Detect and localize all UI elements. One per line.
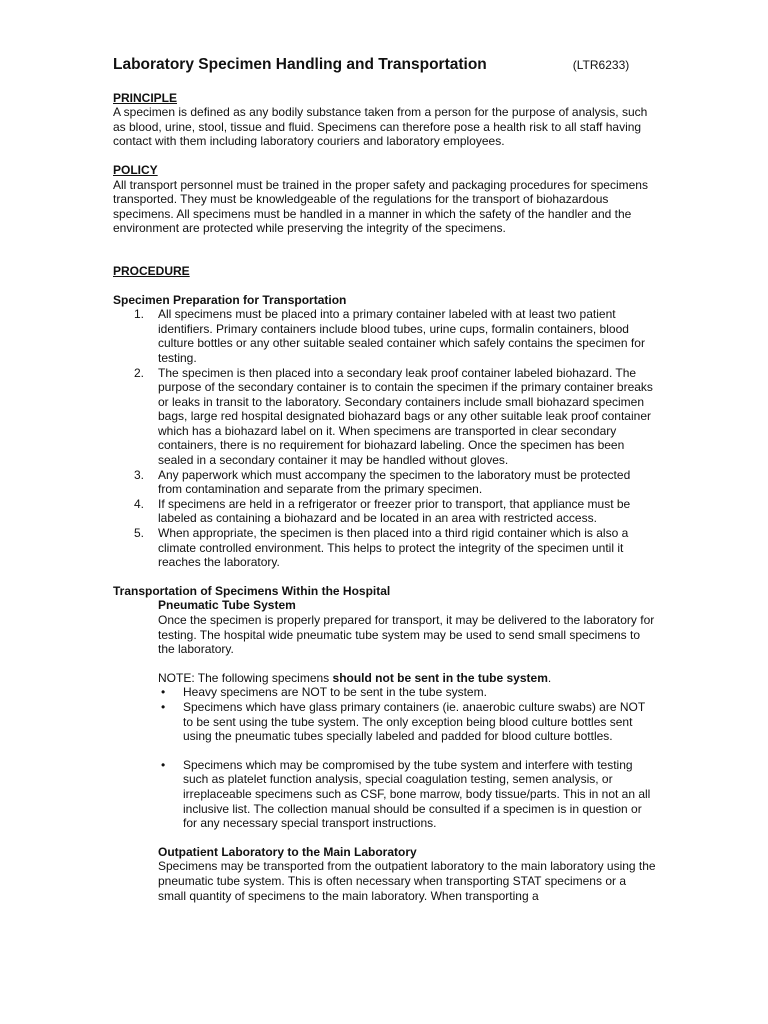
title-row	[113, 58, 656, 73]
list-item	[161, 757, 656, 831]
bullet-icon: •	[161, 757, 166, 772]
principle-heading: PRINCIPLE	[113, 90, 178, 105]
bullet-text: Heavy specimens are NOT to be sent in the tube system.	[183, 685, 487, 700]
procedure-section	[113, 264, 656, 570]
step-text: If specimens are held in a refrigerator or freezer prior to transport, that appliance must be labeled as containing a biohazard and be located in an area with restricted access.	[158, 496, 631, 526]
prep-steps-list	[113, 307, 656, 570]
list-item	[161, 699, 656, 744]
policy-text: All transport personnel must be trained in the proper safety and packaging procedures for specimens transported. They must be knowledgeable of the regulations for the transport of biohazardous specimens. All specimens must be handled in a manner in which the safety of the handler and the environment are protected while preserving the integrity of the specimens.	[113, 177, 648, 236]
list-item	[161, 685, 656, 700]
document-code: (LTR6233)	[572, 58, 630, 72]
tube-exclusions-list	[113, 685, 656, 830]
bullet-text: Specimens which may be compromised by the tube system and interfere with testing such as platelet function analysis, special coagulation testing, semen analysis, or irreplaceable specimens such as CSF, bone marrow, body tissue/parts. This in not an all inclusive list. The collection manual should be consulted if a specimen is in question or for any necessary special transport instructions.	[183, 757, 651, 831]
step-number: 1.	[134, 307, 145, 322]
step-text: The specimen is then placed into a secondary leak proof container labeled biohazard. The purpose of the secondary container is to contain the specimen if the primary container breaks or leaks in transit to the laboratory. Secondary containers include small biohazard specimen bags, large red hospital designated biohazard bags or any other suitable leak proof container which has a biohazard label on it. When specimens are transported in clear secondary containers, there is no requirement for biohazard labeling. Once the specimen has been sealed in a secondary container it may be handled without gloves.	[158, 365, 653, 468]
within-hospital-heading: Transportation of Specimens Within the Hospital	[113, 583, 391, 598]
list-item	[134, 467, 656, 497]
list-item	[134, 496, 656, 526]
outpatient-section	[113, 845, 656, 903]
within-hospital-section	[113, 584, 656, 831]
outpatient-text: Specimens may be transported from the outpatient laboratory to the main laboratory using the pneumatic tube system. This is often necessary when transporting STAT specimens or a small quantity of specimens to the main laboratory. When transporting a	[158, 859, 656, 903]
principle-section	[113, 91, 656, 149]
note-prefix: NOTE: The following specimens	[158, 670, 333, 685]
step-number: 3.	[134, 467, 145, 482]
step-number: 4.	[134, 496, 145, 511]
document-title: Laboratory Specimen Handling and Transportation	[113, 56, 487, 73]
bullet-text: Specimens which have glass primary containers (ie. anaerobic culture swabs) are NOT to be sent using the tube system. The only exception being blood culture bottles sent using the pneumatic tubes specially labeled and padded for blood culture bottles.	[183, 699, 645, 744]
procedure-heading: PROCEDURE	[113, 263, 190, 278]
list-item	[134, 365, 656, 468]
pneumatic-tube-text: Once the specimen is properly prepared for transport, it may be delivered to the laboratory for testing. The hospital wide pneumatic tube system may be used to send small specimens to the laboratory.	[158, 613, 655, 657]
tube-note	[158, 671, 656, 686]
step-number: 2.	[134, 365, 145, 380]
list-item	[134, 307, 656, 365]
policy-section	[113, 163, 656, 236]
pneumatic-tube-heading: Pneumatic Tube System	[158, 598, 296, 613]
step-text: When appropriate, the specimen is then placed into a third rigid container which is also a climate controlled environment. This helps to protect the integrity of the specimen until it reaches the laboratory.	[158, 526, 629, 570]
principle-text: A specimen is defined as any bodily substance taken from a person for the purpose of analysis, such as blood, urine, stool, tissue and fluid. Specimens can therefore pose a health risk to all staff having contact with them including laboratory couriers and laboratory employees.	[113, 105, 648, 149]
bullet-icon: •	[161, 685, 166, 700]
policy-heading: POLICY	[113, 162, 158, 177]
step-text: All specimens must be placed into a primary container labeled with at least two patient identifiers. Primary containers include blood tubes, urine cups, formalin containers, blood culture bottles or any other suitable sealed container which safely contains the specimen for testing.	[158, 307, 645, 365]
note-suffix: .	[547, 670, 552, 685]
bullet-icon: •	[161, 699, 166, 714]
note-emphasis: should not be sent in the tube system	[332, 670, 548, 685]
step-number: 5.	[134, 526, 145, 541]
prep-heading: Specimen Preparation for Transportation	[113, 292, 347, 307]
outpatient-heading: Outpatient Laboratory to the Main Laboratory	[158, 844, 417, 859]
step-text: Any paperwork which must accompany the specimen to the laboratory must be protected from contamination and separate from the primary specimen.	[158, 467, 631, 497]
list-item	[134, 526, 656, 570]
